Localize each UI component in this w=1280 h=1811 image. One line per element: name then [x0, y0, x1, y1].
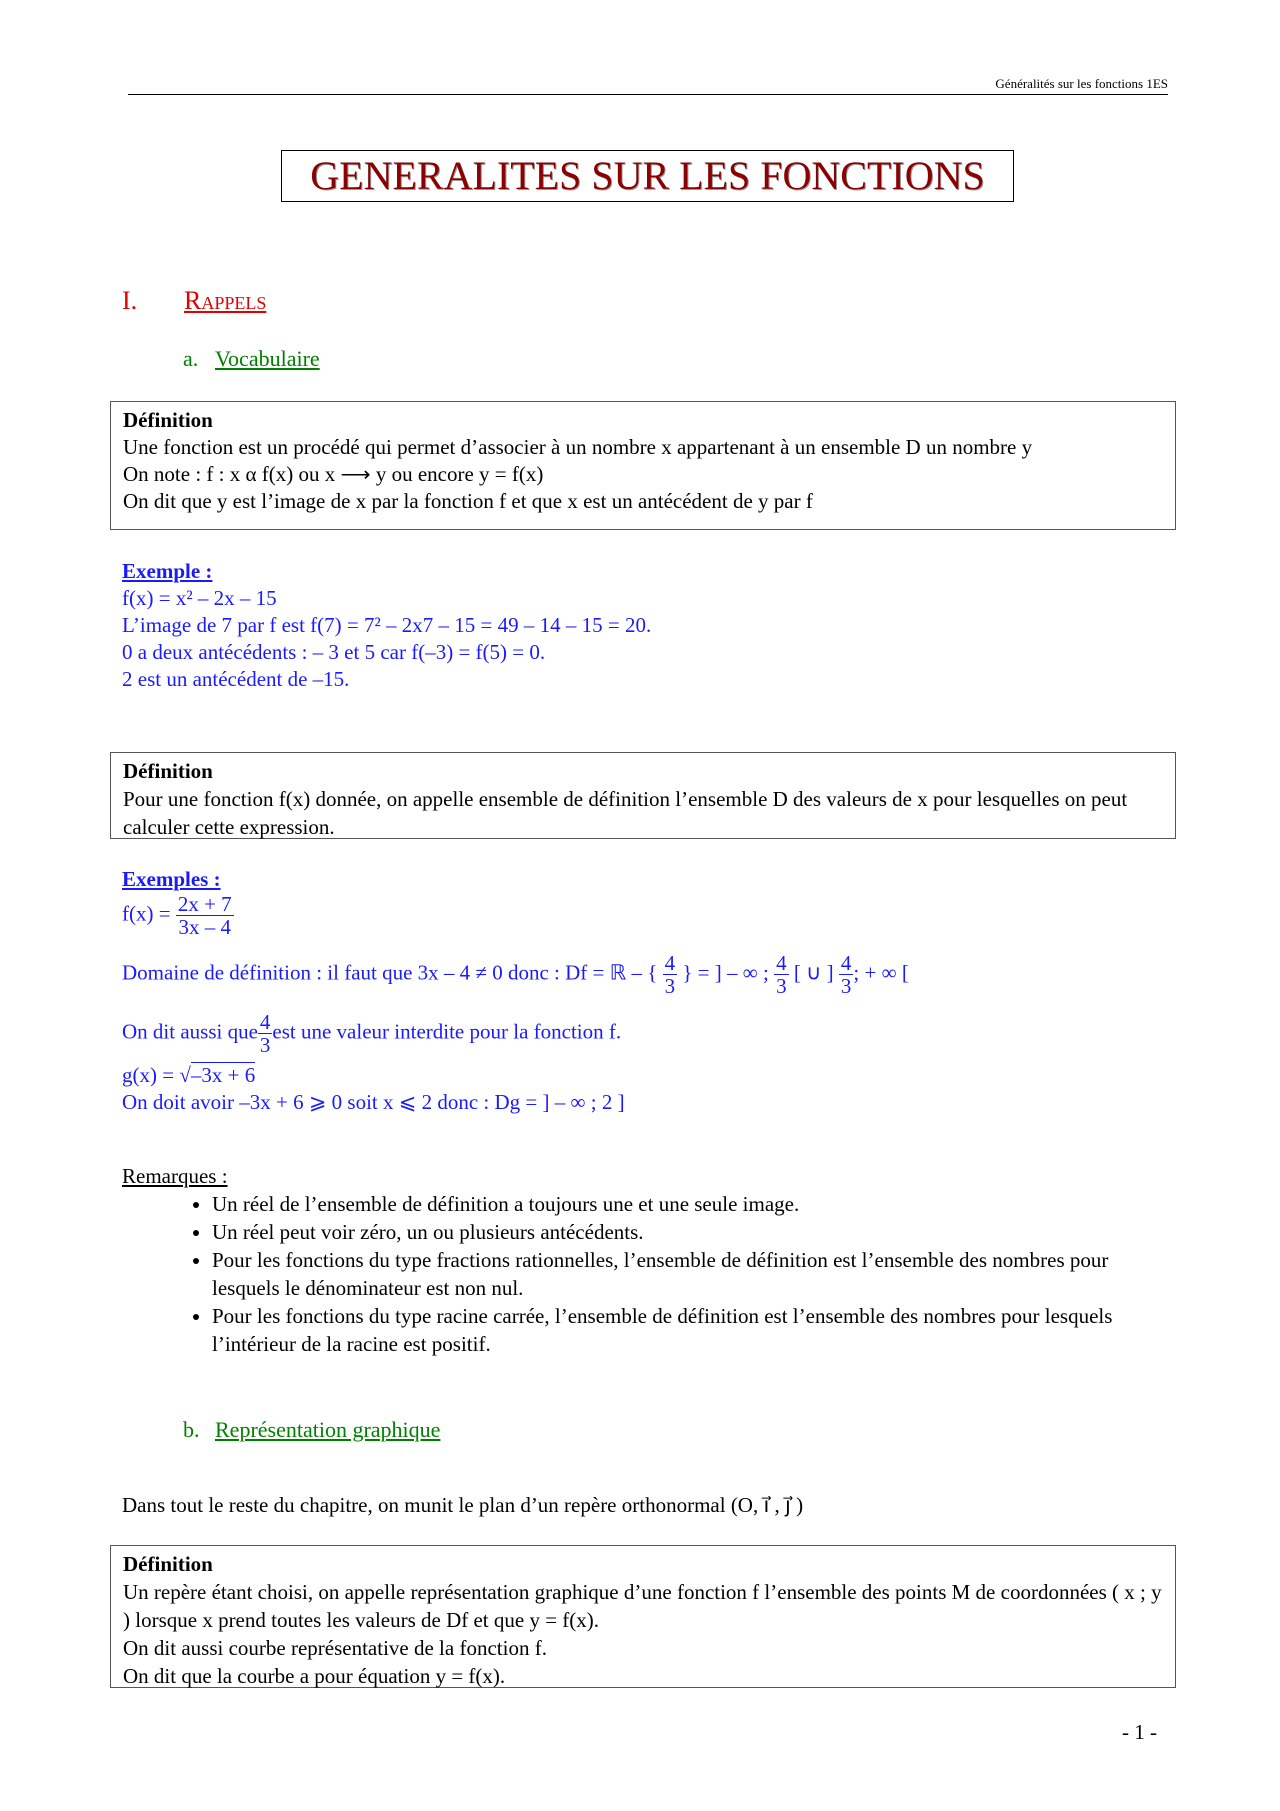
remark-item: • Un réel peut voir zéro, un ou plusieurs antécédents. — [212, 1218, 1172, 1246]
example-line: 2 est un antécédent de –15. — [122, 667, 350, 691]
definition-heading: Définition — [123, 759, 213, 783]
remarks-heading: Remarques : — [122, 1164, 228, 1188]
forbidden-value-line: On dit aussi que $\frac{4}{3}$ est une valeur interdite pour la fonction f. — [122, 1010, 622, 1057]
remark-item: • Pour les fonctions du type fractions rationnelles, l’ensemble de définition est l’ensemble des nombres pour lesquels le dénominateur est non nul. — [212, 1246, 1172, 1302]
example-line: L’image de 7 par f est f(7) = 7² – 2x7 – 15 = 49 – 14 – 15 = 20. — [122, 613, 652, 637]
example-heading: Exemple : — [122, 559, 213, 583]
section-heading: I. Rappels — [122, 286, 267, 315]
definition-text: On dit que y est l’image de x par la fonction f et que x est un antécédent de y par f — [123, 489, 813, 513]
definition-box-function — [110, 401, 1176, 530]
remark-item: • Pour les fonctions du type racine carrée, l’ensemble de définition est l’ensemble des nombres pour lesquels l’intérieur de la racine est positif. — [212, 1302, 1172, 1358]
running-header — [128, 72, 1168, 95]
definition-text: On dit que la courbe a pour équation y = f(x). — [123, 1664, 506, 1688]
header-text: Généralités sur les fonctions 1ES — [995, 76, 1168, 91]
example-line: 0 a deux antécédents : – 3 et 5 car f(–3) = f(5) = 0. — [122, 640, 546, 664]
domain-line: Domaine de définition : il faut que 3x – 4 ≠ 0 donc : Df = ℝ – { $\frac{4}{3}$ } = ] – ∞ ; $\frac{4}{3}$ [ ∪ ] $\frac{4}{3}$ ; + ∞ [ — [122, 951, 909, 998]
definition-box-graph — [110, 1545, 1176, 1688]
example-heading: Exemples : — [122, 867, 221, 891]
intro-text: Dans tout le reste du chapitre, on munit le plan d’un repère orthonormal (O, i⃗ , j⃗ ) — [122, 1493, 804, 1517]
definition-text: On dit aussi courbe représentative de la fonction f. — [123, 1636, 547, 1660]
g-domain-line: On doit avoir –3x + 6 ⩾ 0 soit x ⩽ 2 donc : Dg = ] – ∞ ; 2 ] — [122, 1090, 625, 1114]
remark-item: • Un réel de l’ensemble de définition a toujours une et une seule image. — [212, 1190, 1172, 1218]
example-line: f(x) = x² – 2x – 15 — [122, 586, 277, 610]
definition-box-domain — [110, 752, 1176, 839]
remarks — [122, 1162, 1172, 1358]
subsection-heading-a: a. Vocabulaire — [183, 346, 320, 371]
f-formula: f(x) = $\frac{2x + 7}{3x - 4}$ — [122, 892, 232, 939]
definition-text: Une fonction est un procédé qui permet d’associer à un nombre x appartenant à un ensemble D un nombre y — [123, 435, 1033, 459]
page-number: - 1 - — [1122, 1720, 1157, 1744]
subsection-heading-b: b. Représentation graphique — [183, 1417, 441, 1442]
definition-text: Un repère étant choisi, on appelle représentation graphique d’une fonction f l’ensemble des points M de coordonnées ( x ; y ) lorsque x prend toutes les valeurs de Df et que y = f(x). — [123, 1580, 1162, 1632]
example-1 — [122, 558, 651, 693]
definition-text: Pour une fonction f(x) donnée, on appelle ensemble de définition l’ensemble D des valeurs de x pour lesquelles on peut calculer cette expression. — [123, 787, 1128, 839]
g-formula: g(x) = √–3x + 6 — [122, 1063, 256, 1087]
example-2 — [122, 866, 909, 1116]
definition-notation: On note : f : x α f(x) ou x ⟶ y ou encore y = f(x) — [123, 462, 544, 486]
document-title: GENERALITES SUR LES FONCTIONS — [281, 150, 1014, 202]
definition-heading: Définition — [123, 408, 213, 432]
definition-heading: Définition — [123, 1552, 213, 1576]
